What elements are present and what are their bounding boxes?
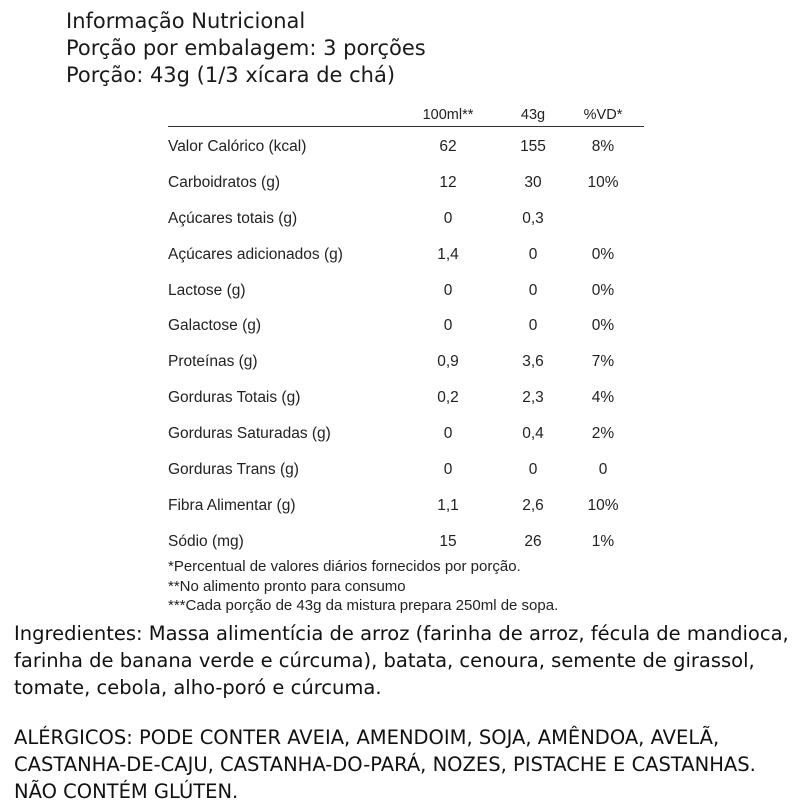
nutrition-header <box>66 8 426 89</box>
nutrient-name: Gorduras Trans (g) <box>168 460 299 478</box>
value-43g: 0 <box>528 245 538 263</box>
table-row <box>168 129 644 165</box>
value-100ml: 1,4 <box>437 245 459 263</box>
table-row <box>168 165 644 201</box>
value-100ml: 0 <box>443 425 453 443</box>
value-100ml: 15 <box>439 532 457 550</box>
value-43g: 155 <box>520 137 546 155</box>
value-100ml: 0 <box>443 317 453 335</box>
table-row <box>168 524 644 560</box>
table-row <box>168 273 644 309</box>
column-header-100ml: 100ml** <box>422 107 474 123</box>
value-vd: 2% <box>591 425 615 443</box>
table-row <box>168 308 644 344</box>
nutrient-name: Fibra Alimentar (g) <box>168 496 296 514</box>
nutrient-name: Gorduras Totais (g) <box>168 389 301 407</box>
value-100ml: 0 <box>443 460 453 478</box>
nutrition-title: Informação Nutricional <box>66 9 306 33</box>
value-43g: 0,3 <box>522 209 544 227</box>
serving-size: Porção: 43g (1/3 xícara de chá) <box>66 63 396 87</box>
nutrient-name: Proteínas (g) <box>168 353 258 371</box>
value-43g: 0 <box>528 317 538 335</box>
value-vd: 7% <box>591 353 615 371</box>
value-43g: 0 <box>528 460 538 478</box>
value-vd: 0% <box>591 281 615 299</box>
nutrient-name: Lactose (g) <box>168 281 246 299</box>
column-header-43g: 43g <box>520 107 546 123</box>
allergens-text: ALÉRGICOS: PODE CONTER AVEIA, AMENDOIM, SOJA, AMÊNDOA, AVELÃ, CASTANHA-DE-CAJU, CASTANHA-DO-PARÁ, NOZES, PISTACHE E CASTANHAS. NÃO CONTÉM GLÚTEN. <box>14 726 756 803</box>
table-row <box>168 416 644 452</box>
table-row <box>168 201 644 237</box>
table-row <box>168 237 644 273</box>
column-header-vd: %VD* <box>583 107 623 123</box>
value-100ml: 0 <box>443 209 453 227</box>
footnote: ***Cada porção de 43g da mistura prepara 250ml de sopa. <box>168 597 559 614</box>
value-100ml: 12 <box>439 173 457 191</box>
nutrient-name: Açúcares adicionados (g) <box>168 245 343 263</box>
table-row <box>168 452 644 488</box>
table-body <box>168 127 644 560</box>
table-row <box>168 344 644 380</box>
servings-per-package: Porção por embalagem: 3 porções <box>66 36 426 60</box>
value-43g: 30 <box>524 173 542 191</box>
value-vd: 0 <box>598 460 608 478</box>
value-vd: 10% <box>587 496 619 514</box>
value-vd: 0% <box>591 245 615 263</box>
value-43g: 2,3 <box>522 389 544 407</box>
value-100ml: 0,2 <box>437 389 459 407</box>
value-100ml: 0,9 <box>437 353 459 371</box>
value-vd: 4% <box>591 389 615 407</box>
value-43g: 26 <box>524 532 542 550</box>
ingredients-text: Ingredientes: Massa alimentícia de arroz (farinha de arroz, fécula de mandioca, farinha de banana verde e cúrcuma), batata, cenoura, semente de girassol, tomate, cebola, alho-poró e cúrcuma. <box>14 622 789 699</box>
nutrient-name: Açúcares totais (g) <box>168 209 298 227</box>
table-row <box>168 380 644 416</box>
footnote: **No alimento pronto para consumo <box>168 577 406 595</box>
table-header <box>168 95 644 127</box>
value-vd: 0% <box>591 317 615 335</box>
value-vd: 8% <box>591 137 615 155</box>
nutrient-name: Carboidratos (g) <box>168 173 280 191</box>
value-vd: 10% <box>587 173 619 191</box>
value-100ml: 62 <box>439 137 457 155</box>
nutrient-name: Galactose (g) <box>168 317 262 335</box>
nutrient-name: Valor Calórico (kcal) <box>168 137 307 155</box>
nutrient-name: Gorduras Saturadas (g) <box>168 425 331 443</box>
value-vd: 1% <box>591 532 615 550</box>
value-43g: 0,4 <box>522 425 544 443</box>
value-43g: 0 <box>528 281 538 299</box>
value-100ml: 1,1 <box>437 496 459 514</box>
footnotes <box>168 557 558 616</box>
value-43g: 3,6 <box>522 353 544 371</box>
table-row <box>168 488 644 524</box>
value-100ml: 0 <box>443 281 453 299</box>
footnote: *Percentual de valores diários fornecidos por porção. <box>168 558 521 575</box>
nutrition-table <box>168 95 644 560</box>
nutrient-name: Sódio (mg) <box>168 532 244 550</box>
value-43g: 2,6 <box>522 496 544 514</box>
